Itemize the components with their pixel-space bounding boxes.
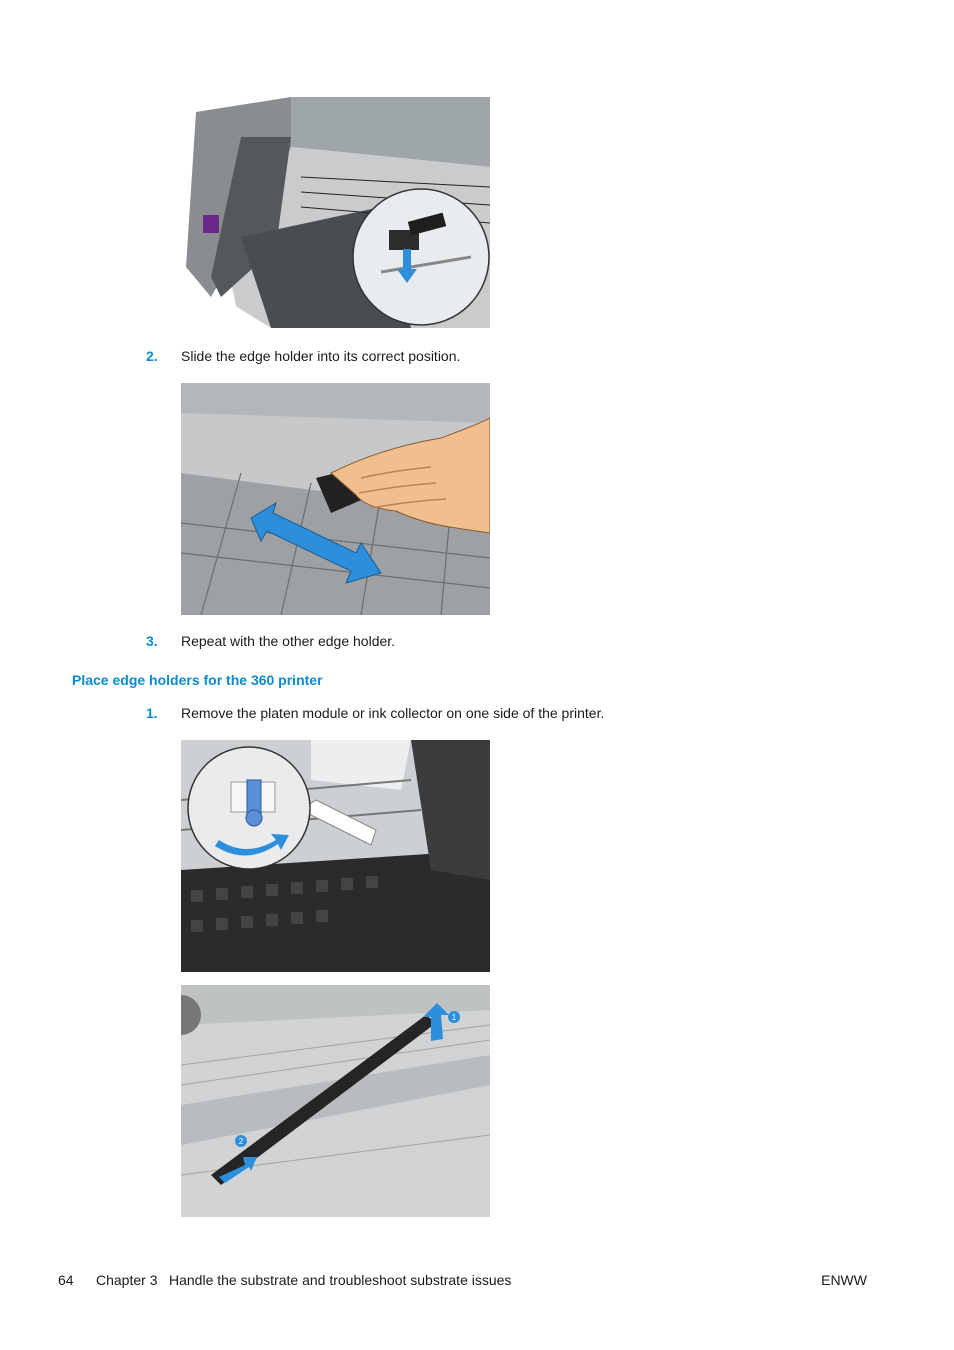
figure-remove-platen-module	[181, 985, 490, 1217]
section-heading: Place edge holders for the 360 printer	[72, 672, 323, 688]
figure-printer-edge-holder-callout	[181, 97, 490, 328]
step-text: Slide the edge holder into its correct position.	[181, 348, 461, 364]
footer-locale: ENWW	[821, 1272, 867, 1288]
step-number: 1.	[146, 705, 158, 721]
step-number: 3.	[146, 633, 158, 649]
step-text: Remove the platen module or ink collector on one side of the printer.	[181, 705, 605, 721]
step-2	[146, 347, 460, 365]
step-1	[146, 704, 604, 722]
step-3	[146, 632, 395, 650]
figure-platen-module-callout	[181, 740, 490, 972]
callout-2-label: 2	[238, 1137, 244, 1146]
callout-1-label: 1	[451, 1013, 457, 1022]
step-text: Repeat with the other edge holder.	[181, 633, 396, 649]
figure-slide-edge-holder	[181, 383, 490, 615]
footer-chapter: Chapter 3	[96, 1272, 158, 1288]
footer-page-number: 64	[58, 1272, 74, 1288]
footer-chapter-title: Handle the substrate and troubleshoot substrate issues	[169, 1272, 512, 1288]
step-number: 2.	[146, 348, 158, 364]
